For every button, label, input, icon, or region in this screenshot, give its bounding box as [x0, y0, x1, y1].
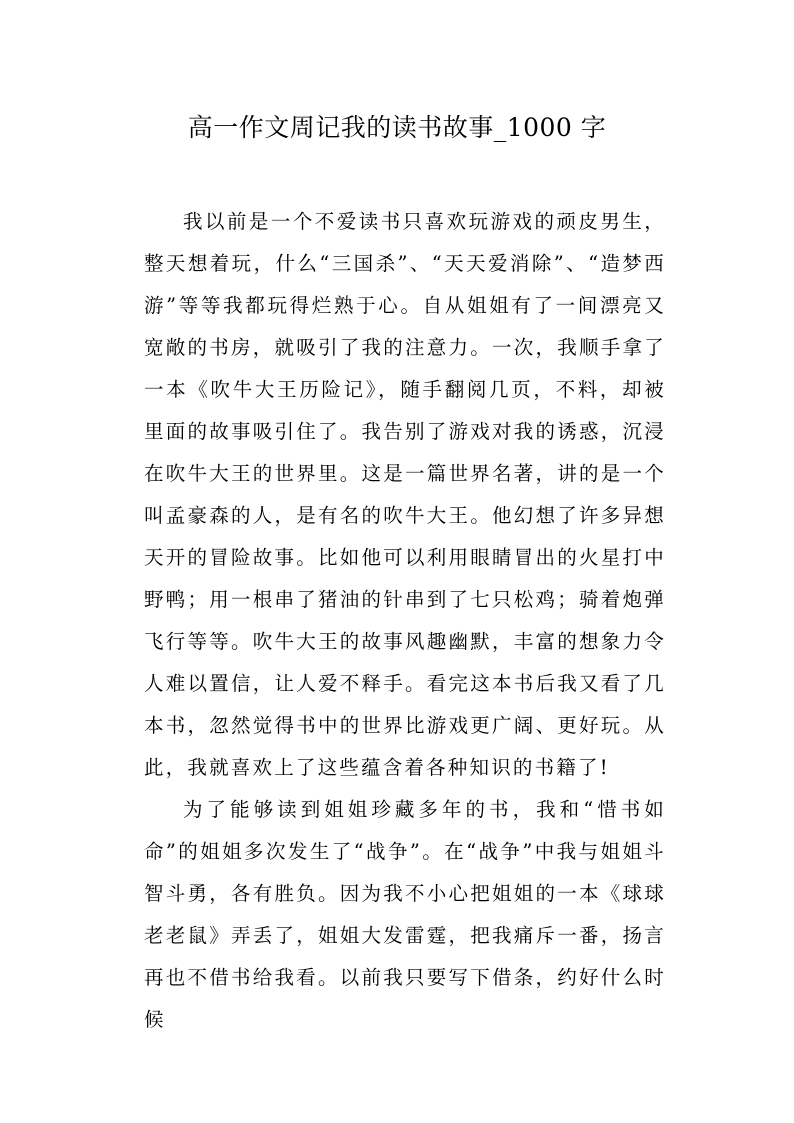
document-body	[144, 201, 666, 1041]
paragraph-2: 为了能够读到姐姐珍藏多年的书，我和“惜书如命”的姐姐多次发生了“战争”。在“战争”中我与姐姐斗智斗勇，各有胜负。因为我不小心把姐姐的一本《球球老老鼠》弄丢了，姐姐大发雷霆，把我痛斥一番，扬言再也不借书给我看。以前我只要写下借条，约好什么时候	[144, 798, 666, 1031]
document-title: 高一作文周记我的读书故事_1000 字	[187, 113, 607, 142]
paragraph-1: 我以前是一个不爱读书只喜欢玩游戏的顽皮男生，整天想着玩，什么“三国杀”、“天天爱消除”、“造梦西游”等等我都玩得烂熟于心。自从姐姐有了一间漂亮又宽敞的书房，就吸引了我的注意力。一次，我顺手拿了一本《吹牛大王历险记》，随手翻阅几页，不料，却被里面的故事吸引住了。我告别了游戏对我的诱惑，沉浸在吹牛大王的世界里。这是一篇世界名著，讲的是一个叫孟豪森的人，是有名的吹牛大王。他幻想了许多异想天开的冒险故事。比如他可以利用眼睛冒出的火星打中野鸭；用一根串了猪油的针串到了七只松鸡；骑着炮弹飞行等等。吹牛大王的故事风趣幽默，丰富的想象力令人难以置信，让人爱不释手。看完这本书后我又看了几本书，忽然觉得书中的世界比游戏更广阔、更好玩。从此，我就喜欢上了这些蕴含着各种知识的书籍了!	[144, 210, 666, 779]
